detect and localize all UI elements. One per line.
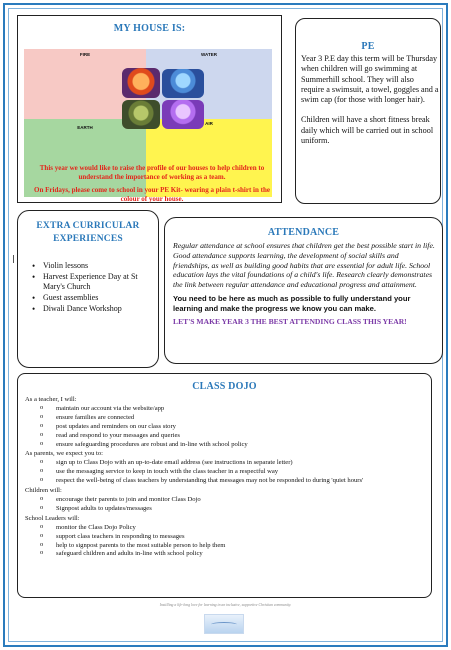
attendance-title: ATTENDANCE [267,227,340,238]
list-item: o support class teachers in responding to messages [39,533,425,542]
pe-paragraph-swimming: Year 3 P.E day this term will be Thursday when children will go swimming at Summerhill school. They will also require a swimsuit, a towel, goggles and a swim cap (for those with longer hair). [301,54,439,105]
attendance-emphasis: You need to be here as much as possible to fully understand your learning and make the progress we know you can make. [173,293,411,314]
list-item: o monitor the Class Dojo Policy [39,524,425,533]
list-item: o help to signpost parents to the most suitable person to help them [39,542,425,551]
dojo-group-heading: As parents, we expect you to: [25,450,104,458]
list-item: o ensure families are connected [39,414,425,423]
class-dojo-body [25,395,425,559]
list-item: o read and respond to your messages and queries [39,432,425,441]
house-message-teamwork: This year we would like to raise the profile of our houses to help children to understand the importance of working as a team. [39,164,265,181]
water-character-image [162,69,204,98]
dojo-teacher-list [39,405,425,450]
water-label: WATER [201,52,217,57]
house-message-pe-kit: On Fridays, please come to school in your PE Kit- wearing a plain t-shirt in the colour of your house. [34,186,270,203]
attendance-body [173,241,436,327]
list-item: o Signpost adults to updates/messages [39,505,425,514]
list-item: o sign up to Class Dojo with an up-to-date email address (see instructions in separate letter) [39,459,425,468]
dojo-group-heading: As a teacher, I will: [25,396,77,403]
fire-label: FIRE [79,52,91,57]
dojo-group-heading: School Leaders will: [25,514,80,522]
attendance-intro: Regular attendance at school ensures that children get the best possible start in life. Good attendance supports learning, the development of social skills and friendships, as well as building good habits that are essential for adult life. School education lays the vital foundations of a child's life. Research clearly demonstrates the link between regular attendance and educational progress and attainment. [173,241,435,290]
class-dojo-section [17,373,432,598]
list-item: • Harvest Experience Day at St Mary's Church [28,272,156,292]
list-item: o use the messaging service to keep in touch with the class teacher in a respectful way [39,468,425,477]
earth-label: EARTH [77,125,93,130]
house-message [32,164,272,203]
earth-character-image [122,100,160,129]
school-logo-image [204,614,244,634]
list-item: o maintain our account via the website/app [39,405,425,414]
extra-curricular-title: EXTRA CURRICULAR EXPERIENCES [36,221,140,244]
list-item: • Guest assemblies [28,293,156,303]
list-item: o encourage their parents to join and monitor Class Dojo [39,496,425,505]
list-item: o safeguard children and adults in-line with school policy [39,550,425,559]
list-item: • Violin lessons [28,261,156,271]
list-item: o post updates and reminders on our class story [39,423,425,432]
list-item: • Diwali Dance Workshop [28,304,156,314]
class-dojo-title: CLASS DOJO [192,381,257,392]
my-house-title: MY HOUSE IS: [113,23,186,34]
list-item: o respect the well-being of class teachers by understanding that messages may not be responded to during 'quiet hours' [39,477,425,486]
fire-character-image [122,68,160,98]
margin-mark [13,255,14,263]
list-item: o ensure safeguarding procedures are robust and in-line with school policy [39,441,425,450]
dojo-children-list [39,496,425,514]
footer-motto: Instilling a life-long love for learning in an inclusive, supportive Christian community. [159,603,292,607]
attendance-section [164,217,443,364]
pe-title: PE [361,41,375,52]
pe-section [295,18,441,204]
pe-paragraph-fitness: Children will have a short fitness break daily which will be carried out in school uniform. [301,115,434,146]
attendance-slogan: LET'S MAKE YEAR 3 THE BEST ATTENDING CLASS THIS YEAR! [173,317,407,327]
pe-body [301,54,439,146]
dojo-leaders-list [39,524,425,560]
extra-curricular-list [28,261,156,315]
extra-curricular-section [17,210,159,368]
dojo-group-heading: Children will: [25,487,62,495]
air-label: AIR [205,121,213,126]
dojo-parents-list [39,459,425,486]
air-character-image [162,100,204,129]
my-house-section [17,15,282,203]
